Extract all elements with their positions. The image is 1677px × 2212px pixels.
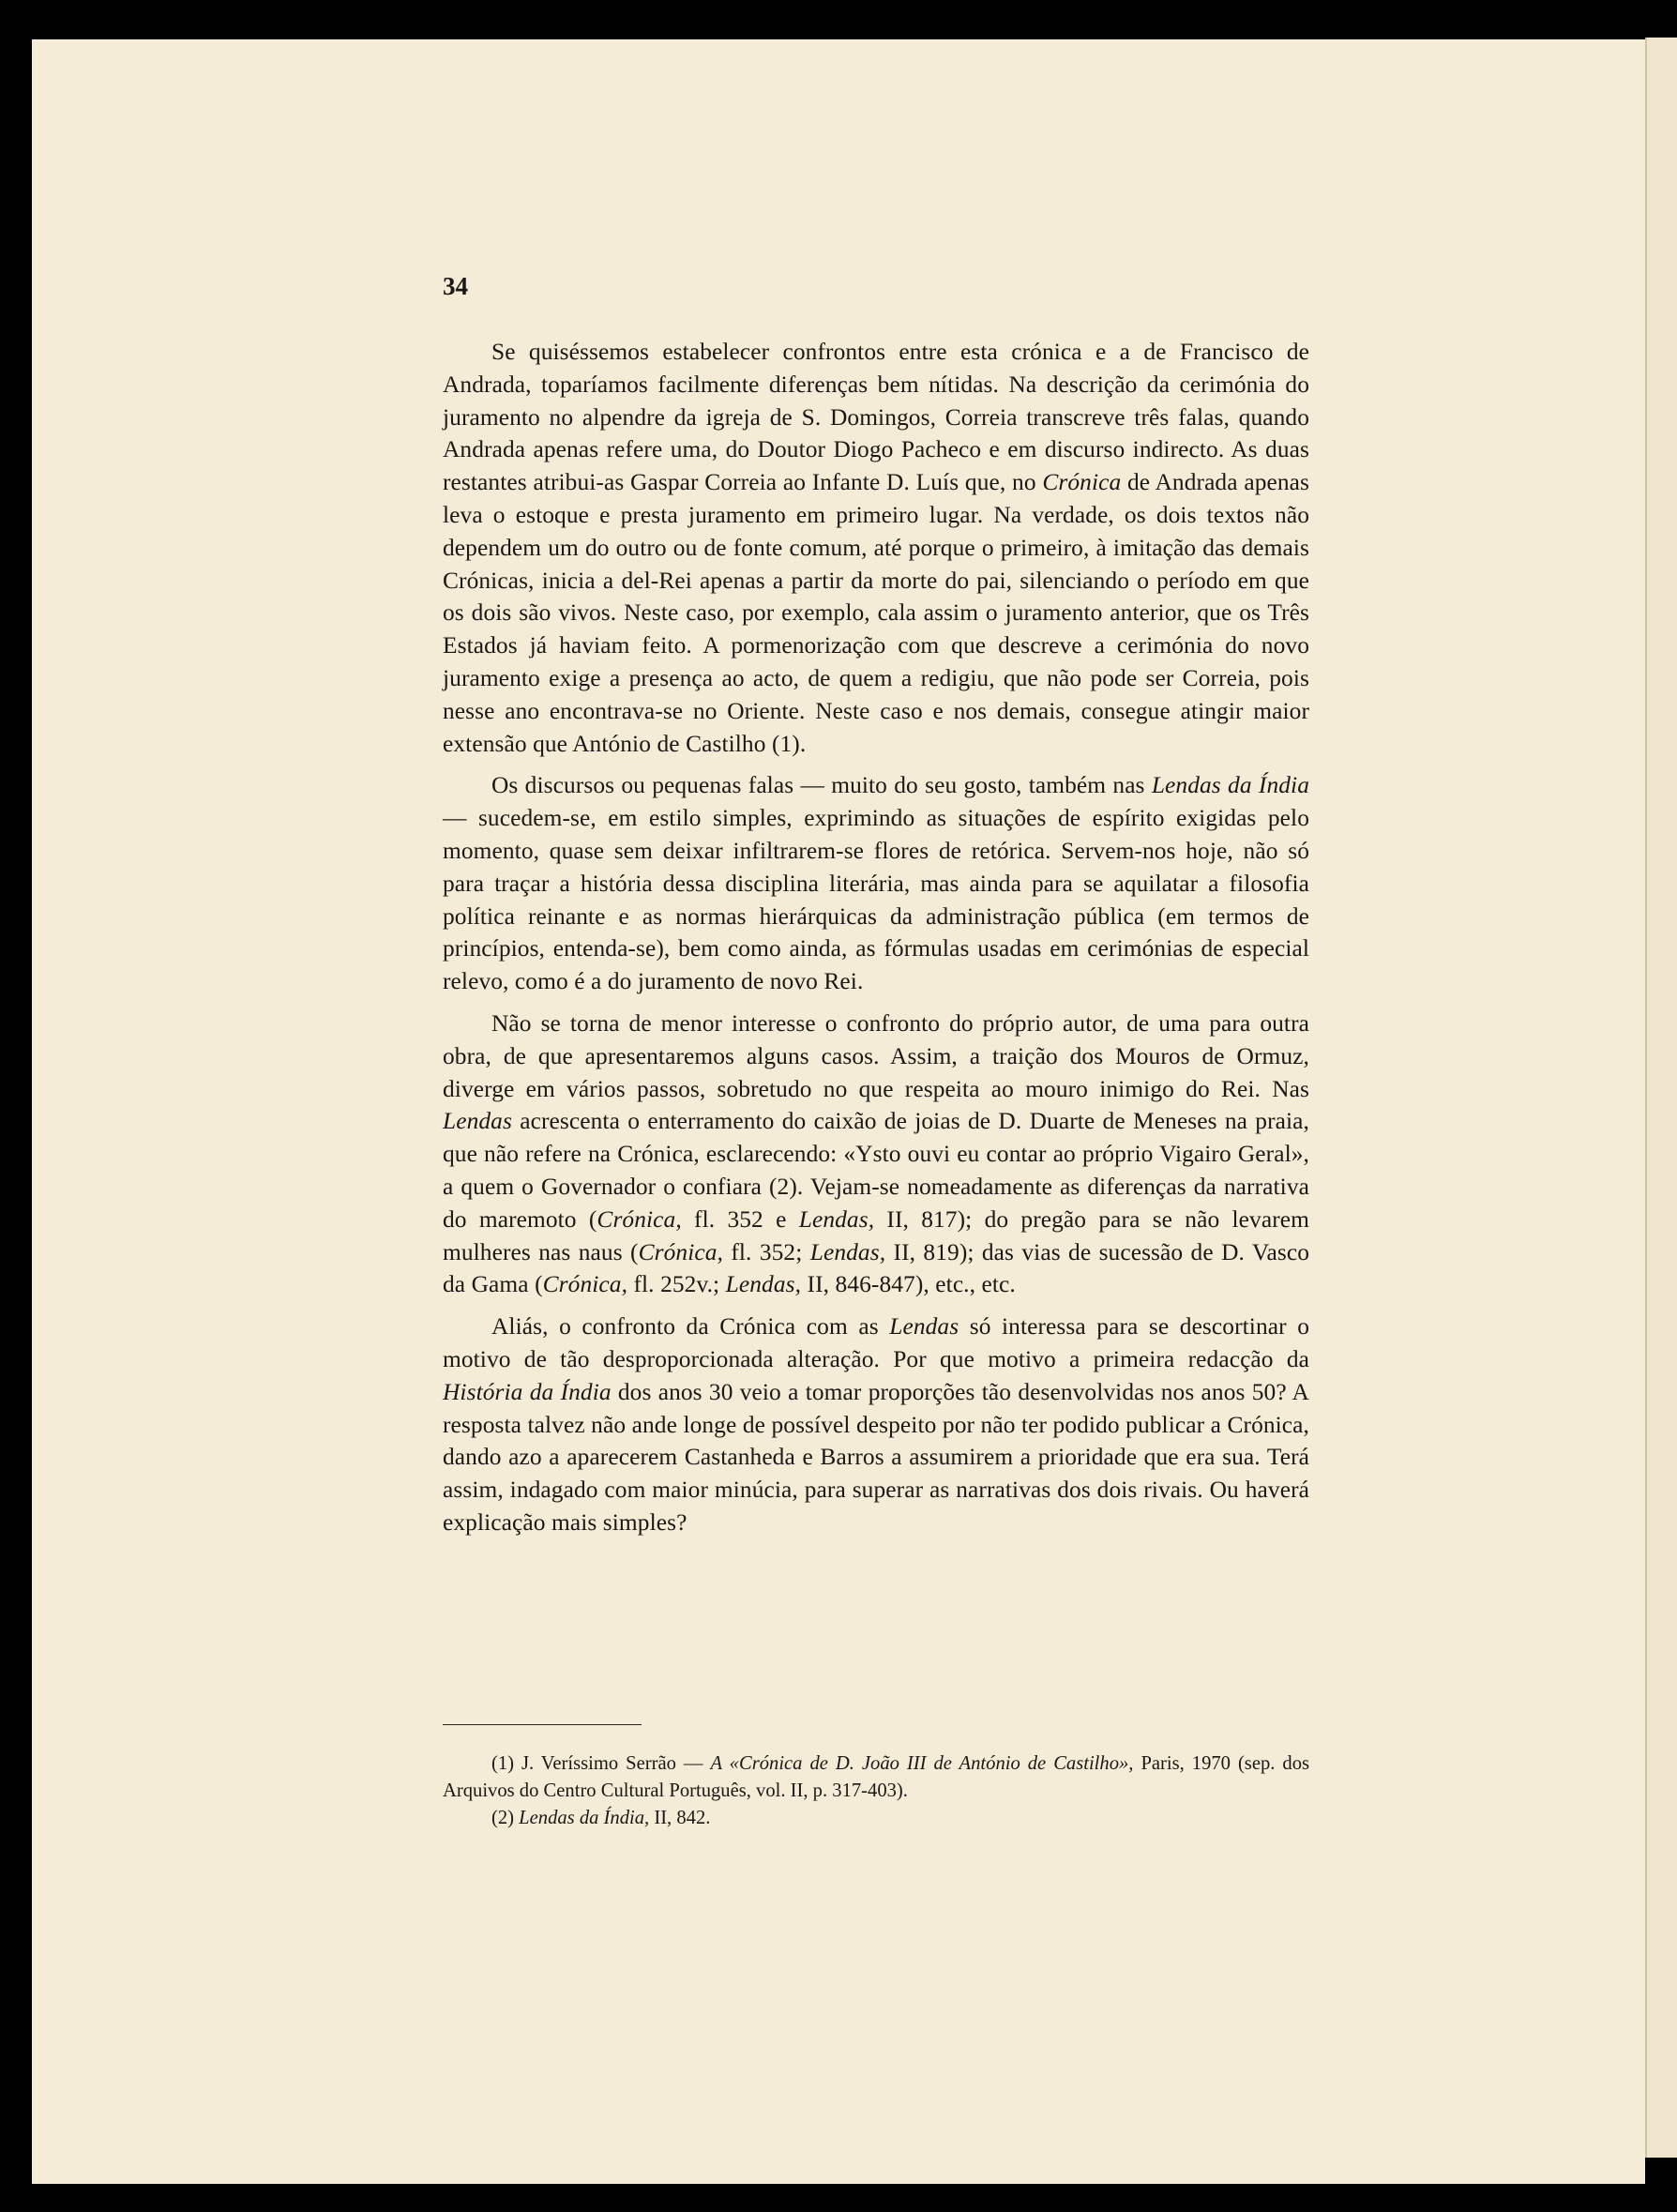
italic-text: Crónica, [597,1205,682,1233]
text-run: Se quiséssemos estabelecer confrontos entre esta crónica e a de Francisco de Andrada, toparíamos facilmente diferenças bem nítidas. Na descrição da cerimónia do juramento no alpendre da igreja de S. Domingos, Correia transcreve três falas, quando Andrada apenas refere uma, do Doutor Diogo Pacheco e em discurso indirecto. As duas restantes atribui-as Gaspar Correia ao Infante D. Luís que, no [443,339,1309,496]
italic-text: História da Índia [443,1378,612,1405]
text-run: Paris, 1970 (sep. dos Arquivos do Centro Cultural Português, vol. II, p. 317-403). [443,1753,1310,1801]
italic-text: Crónica, [542,1271,628,1298]
italic-text: Lendas [889,1313,959,1341]
paragraph-2 [443,769,1309,998]
body-text [443,336,1309,1549]
text-run: Aliás, o confronto da Crónica com as [491,1313,890,1341]
footnote-1 [443,1750,1309,1805]
text-run: fl. 352 e [681,1205,799,1233]
footnote-2 [443,1805,1309,1832]
text-run: só interessa para se descortinar o motivo de tão desproporcionada alteração. Por que motivo a primeira redacção da [443,1313,1309,1372]
paragraph-1 [443,336,1309,760]
italic-text: Lendas, [725,1271,802,1298]
italic-text: Lendas, [809,1238,886,1265]
footnote-rule [443,1724,642,1725]
text-run: (1) J. Veríssimo Serrão — [491,1753,711,1774]
italic-text: Lendas da Índia [1151,772,1309,799]
italic-text: Crónica, [638,1238,723,1265]
text-run: II, 846-847), etc., etc. [801,1271,1016,1298]
text-run: Não se torna de menor interesse o confronto do próprio autor, de uma para outra obra, de que apresentaremos alguns casos. Assim, a traição dos Mouros de Ormuz, diverge em vários passos, sobretudo no que respeita ao mouro inimigo do Rei. Nas [443,1009,1309,1102]
text-run: de Andrada apenas leva o estoque e presta juramento em primeiro lugar. Na verdade, os dois textos não dependem um do outro ou de fonte comum, até porque o primeiro, à imitação das demais Crónicas, inicia a del-Rei apenas a partir da morte do pai, silenciando o período em que os dois são vivos. Neste caso, por exemplo, cala assim o juramento anterior, que os Três Estados já haviam feito. A pormenorização com que descreve a cerimónia do novo juramento exige a presença ao acto, de quem a redigiu, que não pode ser Correia, pois nesse ano encontrava-se no Oriente. Neste caso e nos demais, consegue atingir maior extensão que António de Castilho (1). [443,469,1309,757]
italic-text: Crónica [1042,469,1122,496]
text-run: fl. 252v.; [627,1271,726,1298]
italic-text: A «Crónica de D. João III de António de Castilho», [710,1753,1134,1774]
text-run: — sucedem-se, em estilo simples, exprimindo as situações de espírito exigidas pelo momento, quase sem deixar infiltrarem-se flores de retórica. Servem-nos hoje, não só para traçar a história dessa disciplina literária, mas ainda para se aquilatar a filosofia política reinante e as normas hierárquicas da administração pública (em termos de princípios, entenda-se), bem como ainda, as fórmulas usadas em cerimónias de especial relevo, como é a do juramento de novo Rei. [443,805,1309,995]
text-run: II, 819); das vias de sucessão de D. Vasco da Gama ( [443,1238,1310,1298]
footnotes [443,1750,1309,1832]
text-run: (2) [491,1808,520,1828]
italic-text: Lendas [443,1108,512,1135]
page-number: 34 [443,272,468,300]
italic-text: Lendas da Índia, [519,1808,650,1828]
text-run: fl. 352; [722,1238,810,1265]
text-run: II, 842. [649,1808,711,1828]
paragraph-3 [443,1008,1309,1301]
text-run: Os discursos ou pequenas falas — muito do seu gosto, também nas [491,772,1152,799]
italic-text: Lendas, [798,1205,875,1233]
text-run: II, 817); do pregão para se não levarem mulheres nas naus ( [443,1205,1309,1265]
text-run: dos anos 30 veio a tomar proporções tão desenvolvidas nos anos 50? A resposta talvez não ande longe de possível despeito por não ter podido publicar a Crónica, dando azo a aparecerem Castanheda e Barros a assumirem a prioridade que era sua. Terá assim, indagado com maior minúcia, para superar as narrativas dos dois rivais. Ou haverá explicação mais simples? [443,1378,1309,1536]
text-run: acrescenta o enterramento do caixão de joias de D. Duarte de Meneses na praia, que não refere na Crónica, esclarecendo: «Ysto ouvi eu contar ao próprio Vigairo Geral», a quem o Governador o confiara (2). Vejam-se nomeadamente as diferenças da narrativa do maremoto ( [443,1108,1309,1233]
next-page-edge [1645,38,1677,2158]
paragraph-4 [443,1311,1309,1539]
